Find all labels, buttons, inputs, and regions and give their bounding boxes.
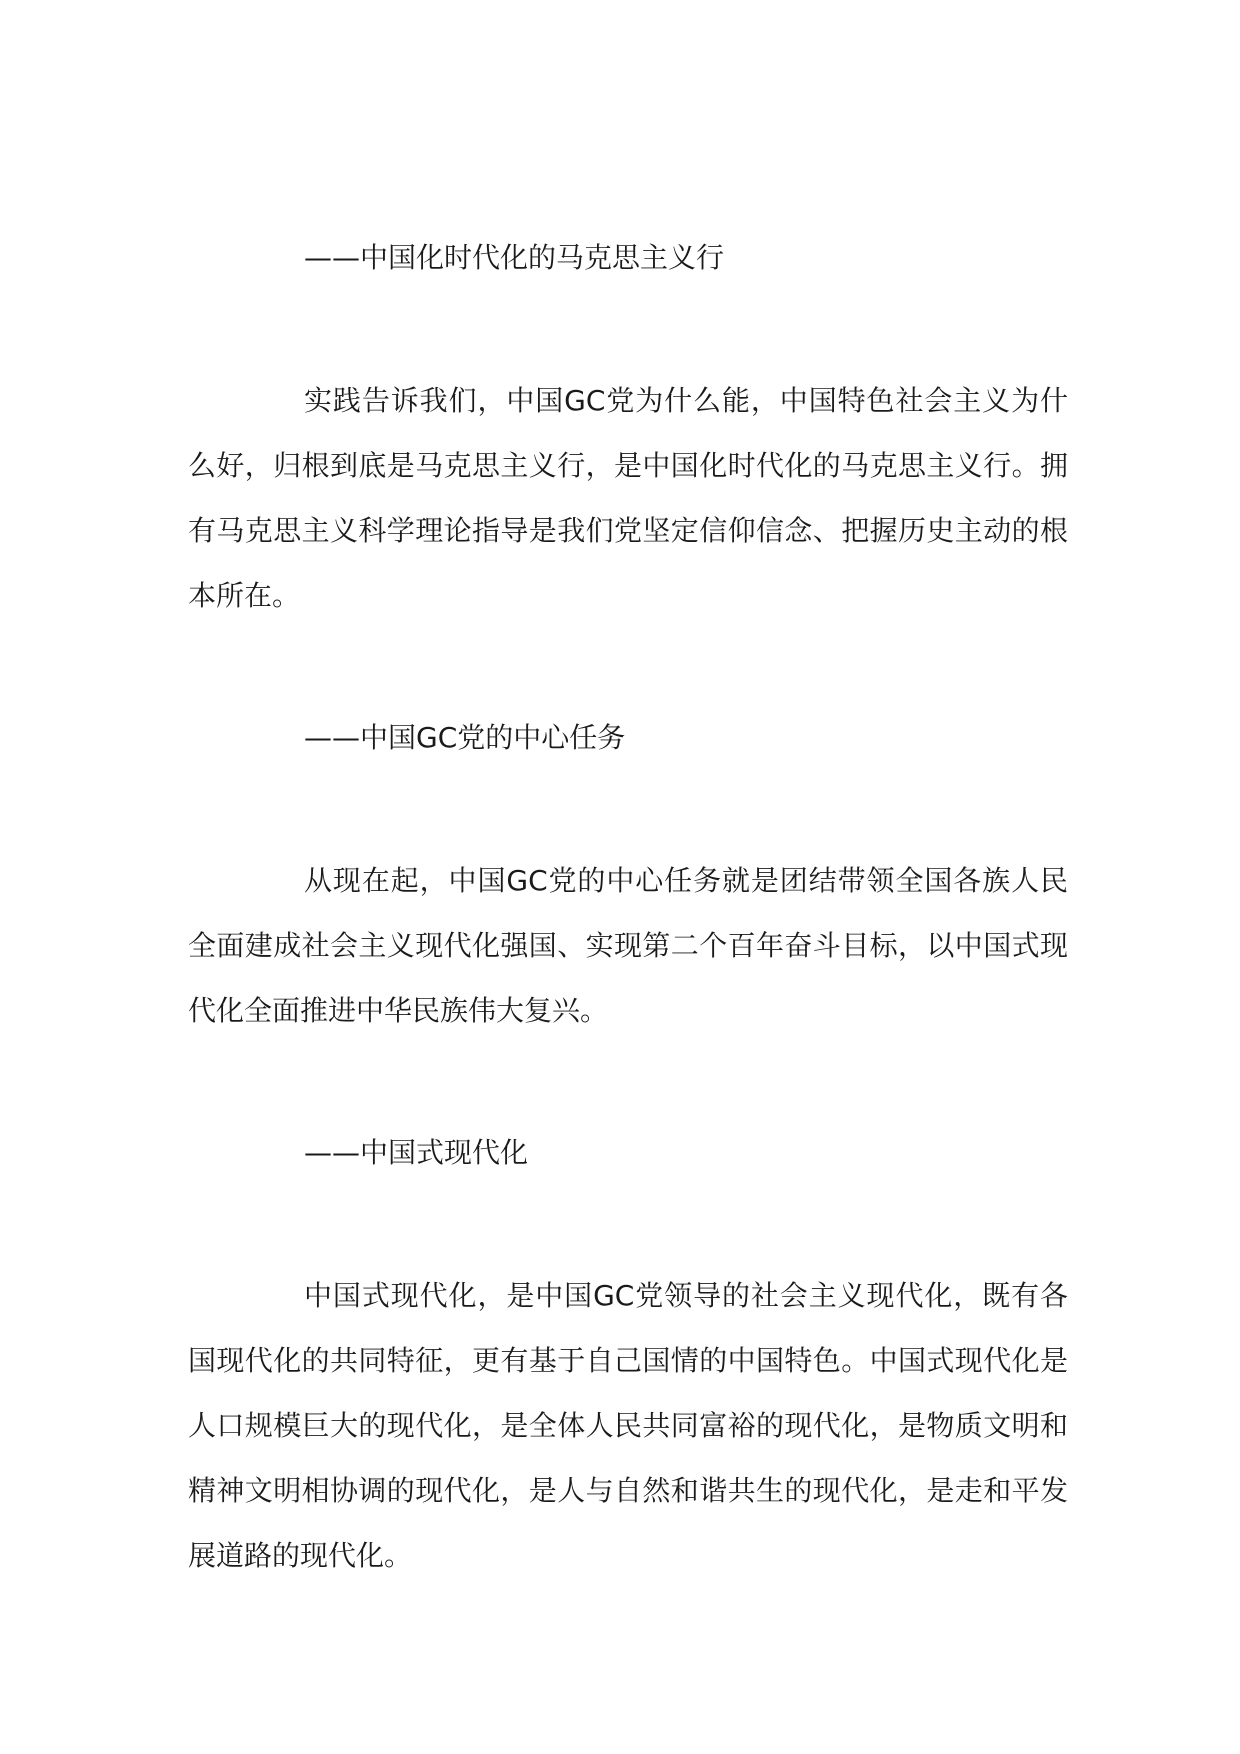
section-heading-central-task: ——中国GC党的中心任务 xyxy=(304,721,626,754)
section-paragraph-modernization: 中国式现代化，是中国GC党领导的社会主义现代化，既有各国现代化的共同特征，更有基于自己国情的中国特色。中国式现代化是人口规模巨大的现代化，是全体人民共同富裕的现代化，是物质文明和精神文明相协调的现代化，是人与自然和谐共生的现代化，是走和平发展道路的现代化。 xyxy=(188,1279,1068,1572)
section-paragraph-marxism: 实践告诉我们，中国GC党为什么能，中国特色社会主义为什么好，归根到底是马克思主义行，是中国化时代化的马克思主义行。拥有马克思主义科学理论指导是我们党坚定信仰信念、把握历史主动的根本所在。 xyxy=(188,384,1068,612)
document-body xyxy=(188,238,1068,1678)
section-heading-modernization: ——中国式现代化 xyxy=(304,1136,529,1169)
section-heading-marxism: ——中国化时代化的马克思主义行 xyxy=(304,241,725,274)
section-paragraph-central-task: 从现在起，中国GC党的中心任务就是团结带领全国各族人民全面建成社会主义现代化强国、实现第二个百年奋斗目标，以中国式现代化全面推进中华民族伟大复兴。 xyxy=(188,864,1068,1027)
